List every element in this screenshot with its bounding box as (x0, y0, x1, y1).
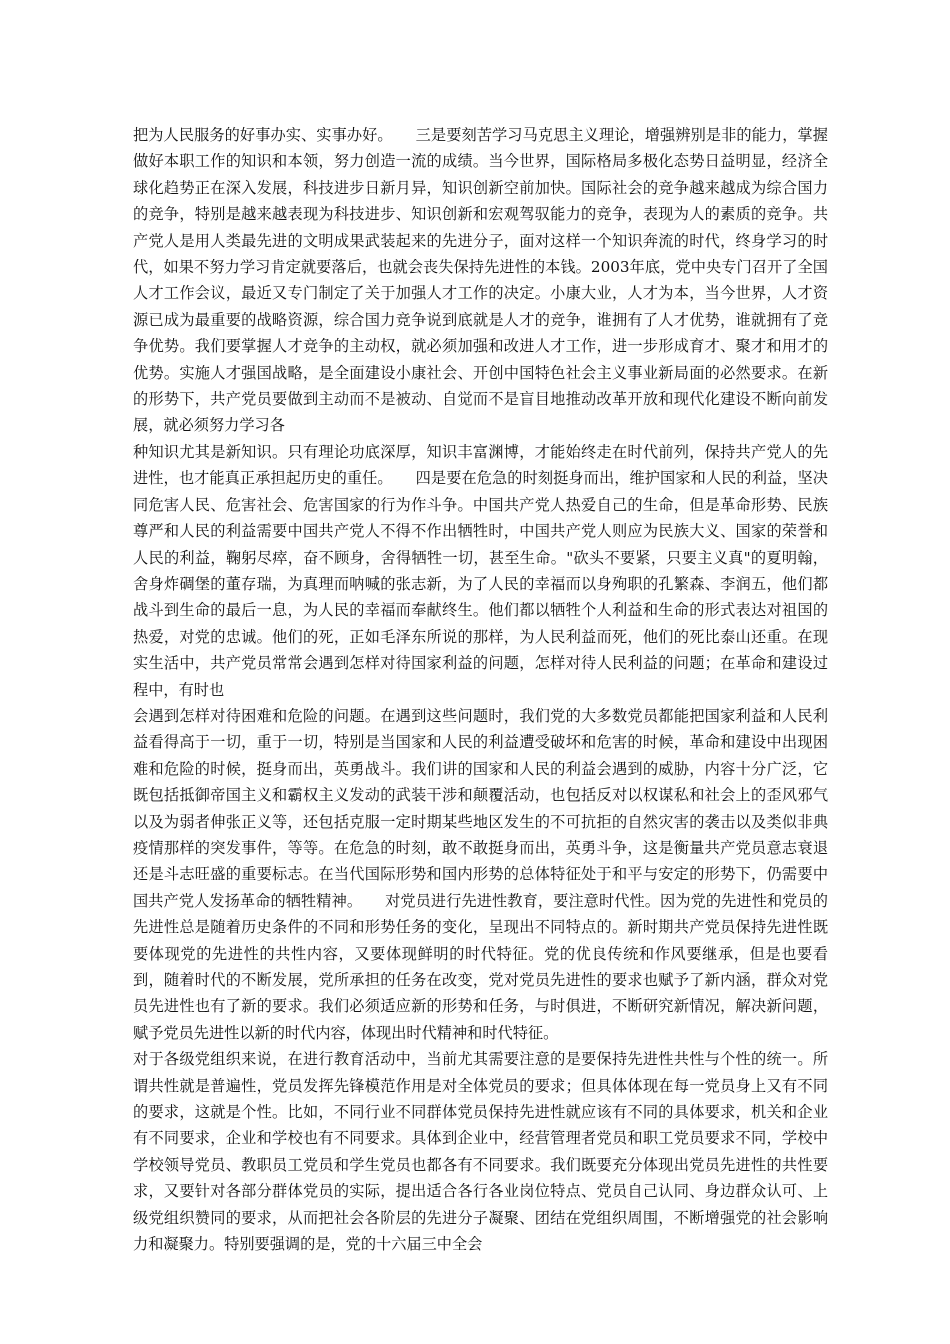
paragraph: 会遇到怎样对待困难和危险的问题。在遇到这些问题时，我们党的大多数党员都能把国家利益和人民利益看得高于一切，重于一切，特别是当国家和人民的利益遭受破坏和危害的时候，革命和建设中出现困难和危险的时候，挺身而出，英勇战斗。我们讲的国家和人民的利益会遇到的威胁，内容十分广泛，它既包括抵御帝国主义和霸权主义发动的武装干涉和颠覆活动，也包括反对以权谋私和社会上的歪风邪气以及为弱者伸张正义等，还包括克服一定时期某些地区发生的不可抗拒的自然灾害的袭击以及类似非典疫情那样的突发事件，等等。在危急的时刻，敢不敢挺身而出，英勇斗争，这是衡量共产党员意志衰退还是斗志旺盛的重要标志。在当代国际形势和国内形势的总体特征处于和平与安定的形势下，仍需要中国共产党人发扬革命的牺牲精神。 对党员进行先进性教育，要注意时代性。因为党的先进性和党员的先进性总是随着历史条件的不同和形势任务的变化，呈现出不同特点的。新时期共产党员保持先进性既要体现党的先进性的共性内容，又要体现鲜明的时代特征。党的优良传统和作风要继承，但是也要看到，随着时代的不断发展，党所承担的任务在改变，党对党员先进性的要求也赋予了新内涵，群众对党员先进性也有了新的要求。我们必须适应新的形势和任务，与时俱进，不断研究新情况，解决新问题，赋予党员先进性以新的时代内容，体现出时代精神和时代特征。 (133, 706, 828, 1042)
paragraph: 把为人民服务的好事办实、实事办好。 三是要刻苦学习马克思主义理论，增强辨别是非的能力，掌握做好本职工作的知识和本领，努力创造一流的成绩。当今世界，国际格局多极化态势日益明显，经济全球化趋势正在深入发展，科技进步日新月异，知识创新空前加快。国际社会的竞争越来越成为综合国力的竞争，特别是越来越表现为科技进步、知识创新和宏观驾驭能力的竞争，表现为人的素质的竞争。共产党人是用人类最先进的文明成果武装起来的先进分子，面对这样一个知识奔流的时代，终身学习的时代，如果不努力学习肯定就要落后，也就会丧失保持先进性的本钱。2003年底，党中央专门召开了全国人才工作会议，最近又专门制定了关于加强人才工作的决定。小康大业，人才为本，当今世界，人才资源已成为最重要的战略资源，综合国力竞争说到底就是人才的竞争，谁拥有了人才优势，谁就拥有了竞争优势。我们要掌握人才竞争的主动权，就必须加强和改进人才工作，进一步形成育才、聚才和用才的优势。实施人才强国战略，是全面建设小康社会、开创中国特色社会主义事业新局面的必然要求。在新的形势下，共产党员要做到主动而不是被动、自觉而不是盲目地推动改革开放和现代化建设不断向前发展，就必须努力学习各 (133, 126, 828, 435)
paragraph: 对于各级党组织来说，在进行教育活动中，当前尤其需要注意的是要保持先进性共性与个性的统一。所谓共性就是普遍性，党员发挥先锋模范作用是对全体党员的要求；但具体体现在每一党员身上又有不同的要求，这就是个性。比如，不同行业不同群体党员保持先进性就应该有不同的具体要求，机关和企业有不同要求，企业和学校也有不同要求。具体到企业中，经营管理者党员和职工党员要求不同，学校中学校领导党员、教职员工党员和学生党员也都各有不同要求。我们既要充分体现出党员先进性的共性要求，又要针对各部分群体党员的实际，提出适合各行各业岗位特点、党员自己认同、身边群众认可、上级党组织赞同的要求，从而把社会各阶层的先进分子凝聚、团结在党组织周围，不断增强党的社会影响力和凝聚力。特别要强调的是，党的十六届三中全会 (133, 1050, 828, 1254)
paragraph: 种知识尤其是新知识。只有理论功底深厚，知识丰富渊博，才能始终走在时代前列，保持共产党人的先进性，也才能真正承担起历史的重任。 四是要在危急的时刻挺身而出，维护国家和人民的利益，坚决同危害人民、危害社会、危害国家的行为作斗争。中国共产党人热爱自己的生命，但是革命形势、民族尊严和人民的利益需要中国共产党人不得不作出牺牲时，中国共产党人则应为民族大义、国家的荣誉和人民的利益，鞠躬尽瘁，奋不顾身，舍得牺牲一切，甚至生命。"砍头不要紧，只要主义真"的夏明翰，舍身炸碉堡的董存瑞，为真理而呐喊的张志新，为了人民的幸福而以身殉职的孔繁森、李润五，他们都战斗到生命的最后一息，为人民的幸福而奉献终生。他们都以牺牲个人利益和生命的形式表达对祖国的热爱，对党的忠诚。他们的死，正如毛泽东所说的那样，为人民利益而死，他们的死比泰山还重。在现实生活中，共产党员常常会遇到怎样对待国家利益的问题，怎样对待人民利益的问题；在革命和建设过程中，有时也 (133, 442, 828, 699)
document-body (133, 122, 828, 1257)
